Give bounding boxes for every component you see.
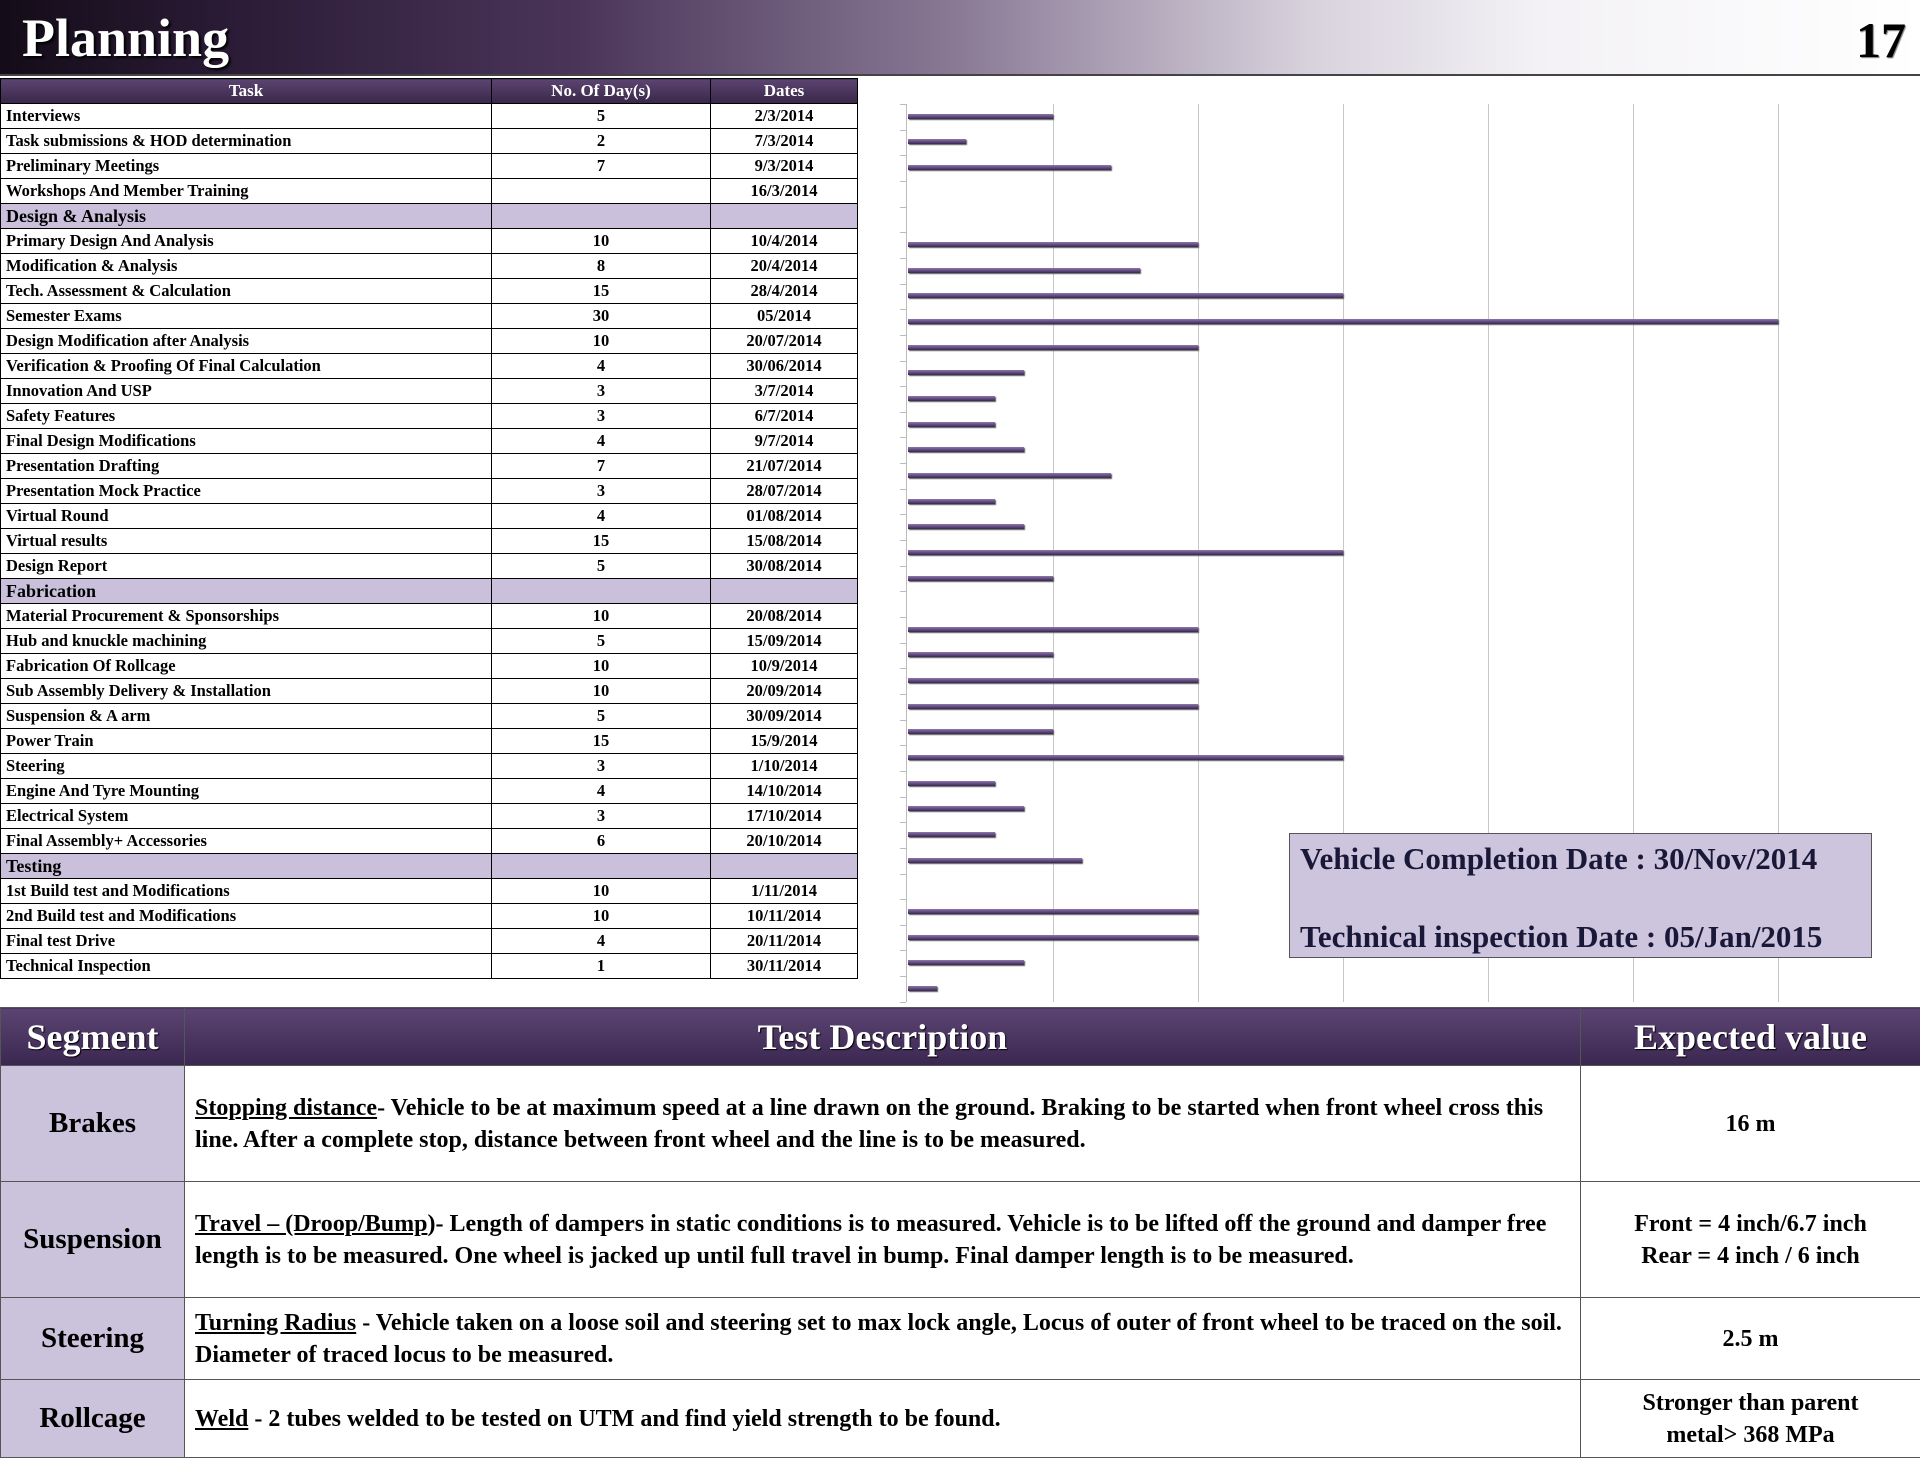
test-description bbox=[185, 1182, 1581, 1298]
gantt-tick bbox=[900, 386, 906, 387]
gantt-bar bbox=[908, 652, 1053, 657]
task-date: 05/2014 bbox=[711, 304, 858, 329]
task-date: 21/07/2014 bbox=[711, 454, 858, 479]
task-days: 1 bbox=[492, 954, 711, 979]
task-date: 15/09/2014 bbox=[711, 629, 858, 654]
task-name: Hub and knuckle machining bbox=[1, 629, 492, 654]
task-name: Steering bbox=[1, 754, 492, 779]
task-row bbox=[1, 229, 858, 254]
gantt-bar bbox=[908, 473, 1111, 478]
task-days: 30 bbox=[492, 304, 711, 329]
gantt-axis bbox=[906, 104, 907, 1002]
completion-dates-box bbox=[1289, 833, 1872, 958]
task-date: 10/11/2014 bbox=[711, 904, 858, 929]
task-row bbox=[1, 179, 858, 204]
gantt-bar bbox=[908, 114, 1053, 119]
task-row bbox=[1, 829, 858, 854]
task-name: Primary Design And Analysis bbox=[1, 229, 492, 254]
task-days: 15 bbox=[492, 529, 711, 554]
technical-inspection-date: Technical inspection Date : 05/Jan/2015 bbox=[1300, 918, 1861, 956]
task-name: Power Train bbox=[1, 729, 492, 754]
gantt-bar bbox=[908, 806, 1024, 811]
description-column-header: Test Description bbox=[185, 1008, 1581, 1066]
gantt-tick bbox=[900, 745, 906, 746]
task-name: Modification & Analysis bbox=[1, 254, 492, 279]
task-name: Verification & Proofing Of Final Calculation bbox=[1, 354, 492, 379]
expected-line-2: Rear = 4 inch / 6 inch bbox=[1582, 1240, 1919, 1272]
gantt-bar bbox=[908, 704, 1198, 709]
gantt-bar bbox=[908, 242, 1198, 247]
gantt-tick bbox=[900, 797, 906, 798]
section-days-cell bbox=[492, 579, 711, 604]
test-row-brakes bbox=[1, 1066, 1920, 1182]
task-date: 6/7/2014 bbox=[711, 404, 858, 429]
gantt-tick bbox=[900, 822, 906, 823]
test-segment: Rollcage bbox=[1, 1380, 185, 1458]
task-row bbox=[1, 729, 858, 754]
gantt-bar bbox=[908, 524, 1024, 529]
task-date: 9/3/2014 bbox=[711, 154, 858, 179]
gantt-bar bbox=[908, 293, 1343, 298]
task-row bbox=[1, 654, 858, 679]
task-days: 10 bbox=[492, 879, 711, 904]
gantt-tick bbox=[900, 437, 906, 438]
gantt-tick bbox=[900, 181, 906, 182]
gantt-bar bbox=[908, 627, 1198, 632]
page-title: Planning bbox=[22, 6, 229, 70]
gantt-tick bbox=[900, 643, 906, 644]
task-name: Sub Assembly Delivery & Installation bbox=[1, 679, 492, 704]
task-days: 5 bbox=[492, 104, 711, 129]
page-number: 17 bbox=[1856, 8, 1906, 72]
gantt-bar bbox=[908, 986, 937, 991]
segment-column-header: Segment bbox=[1, 1008, 185, 1066]
task-days: 4 bbox=[492, 354, 711, 379]
gantt-bar bbox=[908, 268, 1140, 273]
gantt-bar bbox=[908, 370, 1024, 375]
test-segment: Suspension bbox=[1, 1182, 185, 1298]
task-date: 30/09/2014 bbox=[711, 704, 858, 729]
task-row bbox=[1, 554, 858, 579]
gantt-tick bbox=[900, 463, 906, 464]
task-days bbox=[492, 179, 711, 204]
gantt-tick bbox=[900, 335, 906, 336]
section-row bbox=[1, 854, 858, 879]
gantt-tick bbox=[900, 950, 906, 951]
task-date: 20/4/2014 bbox=[711, 254, 858, 279]
gantt-tick bbox=[900, 720, 906, 721]
title-bar bbox=[0, 0, 1920, 76]
task-row bbox=[1, 629, 858, 654]
task-row bbox=[1, 704, 858, 729]
gantt-tick bbox=[900, 617, 906, 618]
task-days: 4 bbox=[492, 779, 711, 804]
task-name: Virtual results bbox=[1, 529, 492, 554]
task-date: 30/11/2014 bbox=[711, 954, 858, 979]
task-date: 14/10/2014 bbox=[711, 779, 858, 804]
tests-header-row bbox=[1, 1008, 1920, 1066]
task-row bbox=[1, 504, 858, 529]
section-label: Testing bbox=[1, 854, 492, 879]
dates-column-header: Dates bbox=[711, 79, 858, 104]
gantt-tick bbox=[900, 591, 906, 592]
task-days: 10 bbox=[492, 229, 711, 254]
task-name: Presentation Drafting bbox=[1, 454, 492, 479]
task-name: Interviews bbox=[1, 104, 492, 129]
gantt-bar bbox=[908, 319, 1778, 324]
task-row bbox=[1, 954, 858, 979]
expected-line-2: metal> 368 MPa bbox=[1582, 1419, 1919, 1451]
section-dates-cell bbox=[711, 204, 858, 229]
test-text: )- Length of dampers in static conditions is to measured. Vehicle is to be lifted off the ground and damper free length is to be measured. One wheel is jacked up until full travel in bump. Final damper length is to be measured. bbox=[195, 1211, 1546, 1269]
task-date: 1/10/2014 bbox=[711, 754, 858, 779]
gantt-bar bbox=[908, 729, 1053, 734]
gantt-tick bbox=[900, 1002, 906, 1003]
task-row bbox=[1, 754, 858, 779]
task-date: 16/3/2014 bbox=[711, 179, 858, 204]
task-name: Presentation Mock Practice bbox=[1, 479, 492, 504]
task-date: 17/10/2014 bbox=[711, 804, 858, 829]
task-name: 1st Build test and Modifications bbox=[1, 879, 492, 904]
task-days: 3 bbox=[492, 479, 711, 504]
task-days: 4 bbox=[492, 929, 711, 954]
task-name: Suspension & A arm bbox=[1, 704, 492, 729]
gantt-bar bbox=[908, 447, 1024, 452]
task-date: 15/9/2014 bbox=[711, 729, 858, 754]
task-name: Final Design Modifications bbox=[1, 429, 492, 454]
task-row bbox=[1, 529, 858, 554]
vehicle-completion-date: Vehicle Completion Date : 30/Nov/2014 bbox=[1300, 840, 1861, 878]
task-date: 10/9/2014 bbox=[711, 654, 858, 679]
gantt-bar bbox=[908, 165, 1111, 170]
task-days: 10 bbox=[492, 604, 711, 629]
test-expected-value bbox=[1581, 1182, 1920, 1298]
task-days: 15 bbox=[492, 279, 711, 304]
gantt-tick bbox=[900, 232, 906, 233]
task-name: Safety Features bbox=[1, 404, 492, 429]
task-row bbox=[1, 604, 858, 629]
task-row bbox=[1, 154, 858, 179]
task-date: 01/08/2014 bbox=[711, 504, 858, 529]
gantt-tick bbox=[900, 207, 906, 208]
task-date: 3/7/2014 bbox=[711, 379, 858, 404]
days-column-header: No. Of Day(s) bbox=[492, 79, 711, 104]
gantt-bar bbox=[908, 678, 1198, 683]
task-days: 3 bbox=[492, 404, 711, 429]
test-text: - Vehicle to be at maximum speed at a line drawn on the ground. Braking to be started when front wheel cross this line. After a complete stop, distance between front wheel and the line is to be measured. bbox=[195, 1095, 1543, 1153]
task-name: Design Modification after Analysis bbox=[1, 329, 492, 354]
task-name: Engine And Tyre Mounting bbox=[1, 779, 492, 804]
task-days: 7 bbox=[492, 454, 711, 479]
test-row-steering bbox=[1, 1298, 1920, 1380]
planning-table bbox=[0, 78, 858, 979]
test-text: - 2 tubes welded to be tested on UTM and find yield strength to be found. bbox=[248, 1406, 1000, 1432]
gantt-tick bbox=[900, 668, 906, 669]
task-days: 3 bbox=[492, 754, 711, 779]
gantt-tick bbox=[900, 874, 906, 875]
task-name: Virtual Round bbox=[1, 504, 492, 529]
task-row bbox=[1, 404, 858, 429]
section-row bbox=[1, 204, 858, 229]
task-date: 28/4/2014 bbox=[711, 279, 858, 304]
gantt-bar bbox=[908, 960, 1024, 965]
task-days: 7 bbox=[492, 154, 711, 179]
task-days: 10 bbox=[492, 679, 711, 704]
task-row bbox=[1, 679, 858, 704]
gantt-bar bbox=[908, 422, 995, 427]
gantt-bar bbox=[908, 550, 1343, 555]
task-name: Fabrication Of Rollcage bbox=[1, 654, 492, 679]
task-days: 5 bbox=[492, 629, 711, 654]
task-name: Tech. Assessment & Calculation bbox=[1, 279, 492, 304]
test-text: - Vehicle taken on a loose soil and steering set to max lock angle, Locus of outer of front wheel to be traced on the soil. Diameter of traced locus to be measured. bbox=[195, 1310, 1562, 1368]
task-date: 20/08/2014 bbox=[711, 604, 858, 629]
gantt-tick bbox=[900, 771, 906, 772]
task-row bbox=[1, 479, 858, 504]
expected-column-header: Expected value bbox=[1581, 1008, 1920, 1066]
gantt-bar bbox=[908, 858, 1082, 863]
task-days: 4 bbox=[492, 504, 711, 529]
task-days: 10 bbox=[492, 329, 711, 354]
task-date: 20/07/2014 bbox=[711, 329, 858, 354]
gantt-tick bbox=[900, 514, 906, 515]
task-row bbox=[1, 929, 858, 954]
section-days-cell bbox=[492, 854, 711, 879]
task-row bbox=[1, 129, 858, 154]
task-date: 28/07/2014 bbox=[711, 479, 858, 504]
test-segment: Steering bbox=[1, 1298, 185, 1380]
task-days: 5 bbox=[492, 704, 711, 729]
test-row-suspension bbox=[1, 1182, 1920, 1298]
gantt-tick bbox=[900, 540, 906, 541]
task-days: 2 bbox=[492, 129, 711, 154]
gantt-bar bbox=[908, 499, 995, 504]
task-date: 20/10/2014 bbox=[711, 829, 858, 854]
task-row bbox=[1, 904, 858, 929]
expected-line-1: Stronger than parent bbox=[1582, 1387, 1919, 1419]
task-days: 5 bbox=[492, 554, 711, 579]
gantt-bar bbox=[908, 139, 966, 144]
test-description bbox=[185, 1066, 1581, 1182]
planning-header-row bbox=[1, 79, 858, 104]
gantt-bar bbox=[908, 832, 995, 837]
test-term: Turning Radius bbox=[195, 1310, 356, 1336]
gantt-bar bbox=[908, 396, 995, 401]
task-name: Innovation And USP bbox=[1, 379, 492, 404]
gantt-tick bbox=[900, 976, 906, 977]
task-row bbox=[1, 879, 858, 904]
section-days-cell bbox=[492, 204, 711, 229]
task-name: Material Procurement & Sponsorships bbox=[1, 604, 492, 629]
task-days: 15 bbox=[492, 729, 711, 754]
gantt-tick bbox=[900, 309, 906, 310]
gantt-tick bbox=[900, 155, 906, 156]
test-row-rollcage bbox=[1, 1380, 1920, 1458]
expected-line-1: Front = 4 inch/6.7 inch bbox=[1582, 1208, 1919, 1240]
test-description bbox=[185, 1298, 1581, 1380]
gantt-tick bbox=[900, 284, 906, 285]
gantt-tick bbox=[900, 848, 906, 849]
section-dates-cell bbox=[711, 579, 858, 604]
test-term: Travel – (Droop/Bump bbox=[195, 1211, 427, 1237]
test-expected-value: 16 m bbox=[1581, 1066, 1920, 1182]
test-term: Weld bbox=[195, 1406, 248, 1432]
task-name: Technical Inspection bbox=[1, 954, 492, 979]
task-days: 10 bbox=[492, 654, 711, 679]
gantt-bar bbox=[908, 345, 1198, 350]
planning-table-body bbox=[1, 104, 858, 979]
task-days: 6 bbox=[492, 829, 711, 854]
section-row bbox=[1, 579, 858, 604]
task-date: 10/4/2014 bbox=[711, 229, 858, 254]
task-name: Semester Exams bbox=[1, 304, 492, 329]
gantt-tick bbox=[900, 412, 906, 413]
gantt-tick bbox=[900, 925, 906, 926]
task-row bbox=[1, 354, 858, 379]
task-column-header: Task bbox=[1, 79, 492, 104]
task-name: Workshops And Member Training bbox=[1, 179, 492, 204]
task-row bbox=[1, 304, 858, 329]
gantt-tick bbox=[900, 899, 906, 900]
task-row bbox=[1, 429, 858, 454]
section-label: Fabrication bbox=[1, 579, 492, 604]
test-description-table bbox=[0, 1007, 1920, 1458]
gantt-tick bbox=[900, 258, 906, 259]
task-days: 3 bbox=[492, 804, 711, 829]
gantt-bar bbox=[908, 755, 1343, 760]
gantt-tick bbox=[900, 566, 906, 567]
task-name: Final Assembly+ Accessories bbox=[1, 829, 492, 854]
task-date: 30/08/2014 bbox=[711, 554, 858, 579]
test-expected-value bbox=[1581, 1380, 1920, 1458]
task-days: 3 bbox=[492, 379, 711, 404]
gantt-bar bbox=[908, 909, 1198, 914]
test-description bbox=[185, 1380, 1581, 1458]
task-row bbox=[1, 454, 858, 479]
task-days: 10 bbox=[492, 904, 711, 929]
gantt-tick bbox=[900, 130, 906, 131]
task-name: Design Report bbox=[1, 554, 492, 579]
task-date: 30/06/2014 bbox=[711, 354, 858, 379]
task-row bbox=[1, 279, 858, 304]
task-name: Final test Drive bbox=[1, 929, 492, 954]
task-row bbox=[1, 779, 858, 804]
task-date: 1/11/2014 bbox=[711, 879, 858, 904]
gantt-tick bbox=[900, 104, 906, 105]
task-days: 4 bbox=[492, 429, 711, 454]
test-segment: Brakes bbox=[1, 1066, 185, 1182]
task-days: 8 bbox=[492, 254, 711, 279]
section-label: Design & Analysis bbox=[1, 204, 492, 229]
task-date: 15/08/2014 bbox=[711, 529, 858, 554]
gantt-tick bbox=[900, 361, 906, 362]
test-expected-value: 2.5 m bbox=[1581, 1298, 1920, 1380]
task-row bbox=[1, 329, 858, 354]
task-row bbox=[1, 379, 858, 404]
task-name: Electrical System bbox=[1, 804, 492, 829]
task-date: 9/7/2014 bbox=[711, 429, 858, 454]
task-name: Preliminary Meetings bbox=[1, 154, 492, 179]
task-name: 2nd Build test and Modifications bbox=[1, 904, 492, 929]
gantt-bar bbox=[908, 935, 1198, 940]
task-row bbox=[1, 104, 858, 129]
task-row bbox=[1, 804, 858, 829]
task-row bbox=[1, 254, 858, 279]
gantt-bar bbox=[908, 781, 995, 786]
task-date: 7/3/2014 bbox=[711, 129, 858, 154]
test-term: Stopping distance bbox=[195, 1095, 377, 1121]
gantt-tick bbox=[900, 694, 906, 695]
task-name: Task submissions & HOD determination bbox=[1, 129, 492, 154]
task-date: 20/09/2014 bbox=[711, 679, 858, 704]
task-date: 2/3/2014 bbox=[711, 104, 858, 129]
task-date: 20/11/2014 bbox=[711, 929, 858, 954]
gantt-bar bbox=[908, 576, 1053, 581]
gantt-tick bbox=[900, 489, 906, 490]
section-dates-cell bbox=[711, 854, 858, 879]
